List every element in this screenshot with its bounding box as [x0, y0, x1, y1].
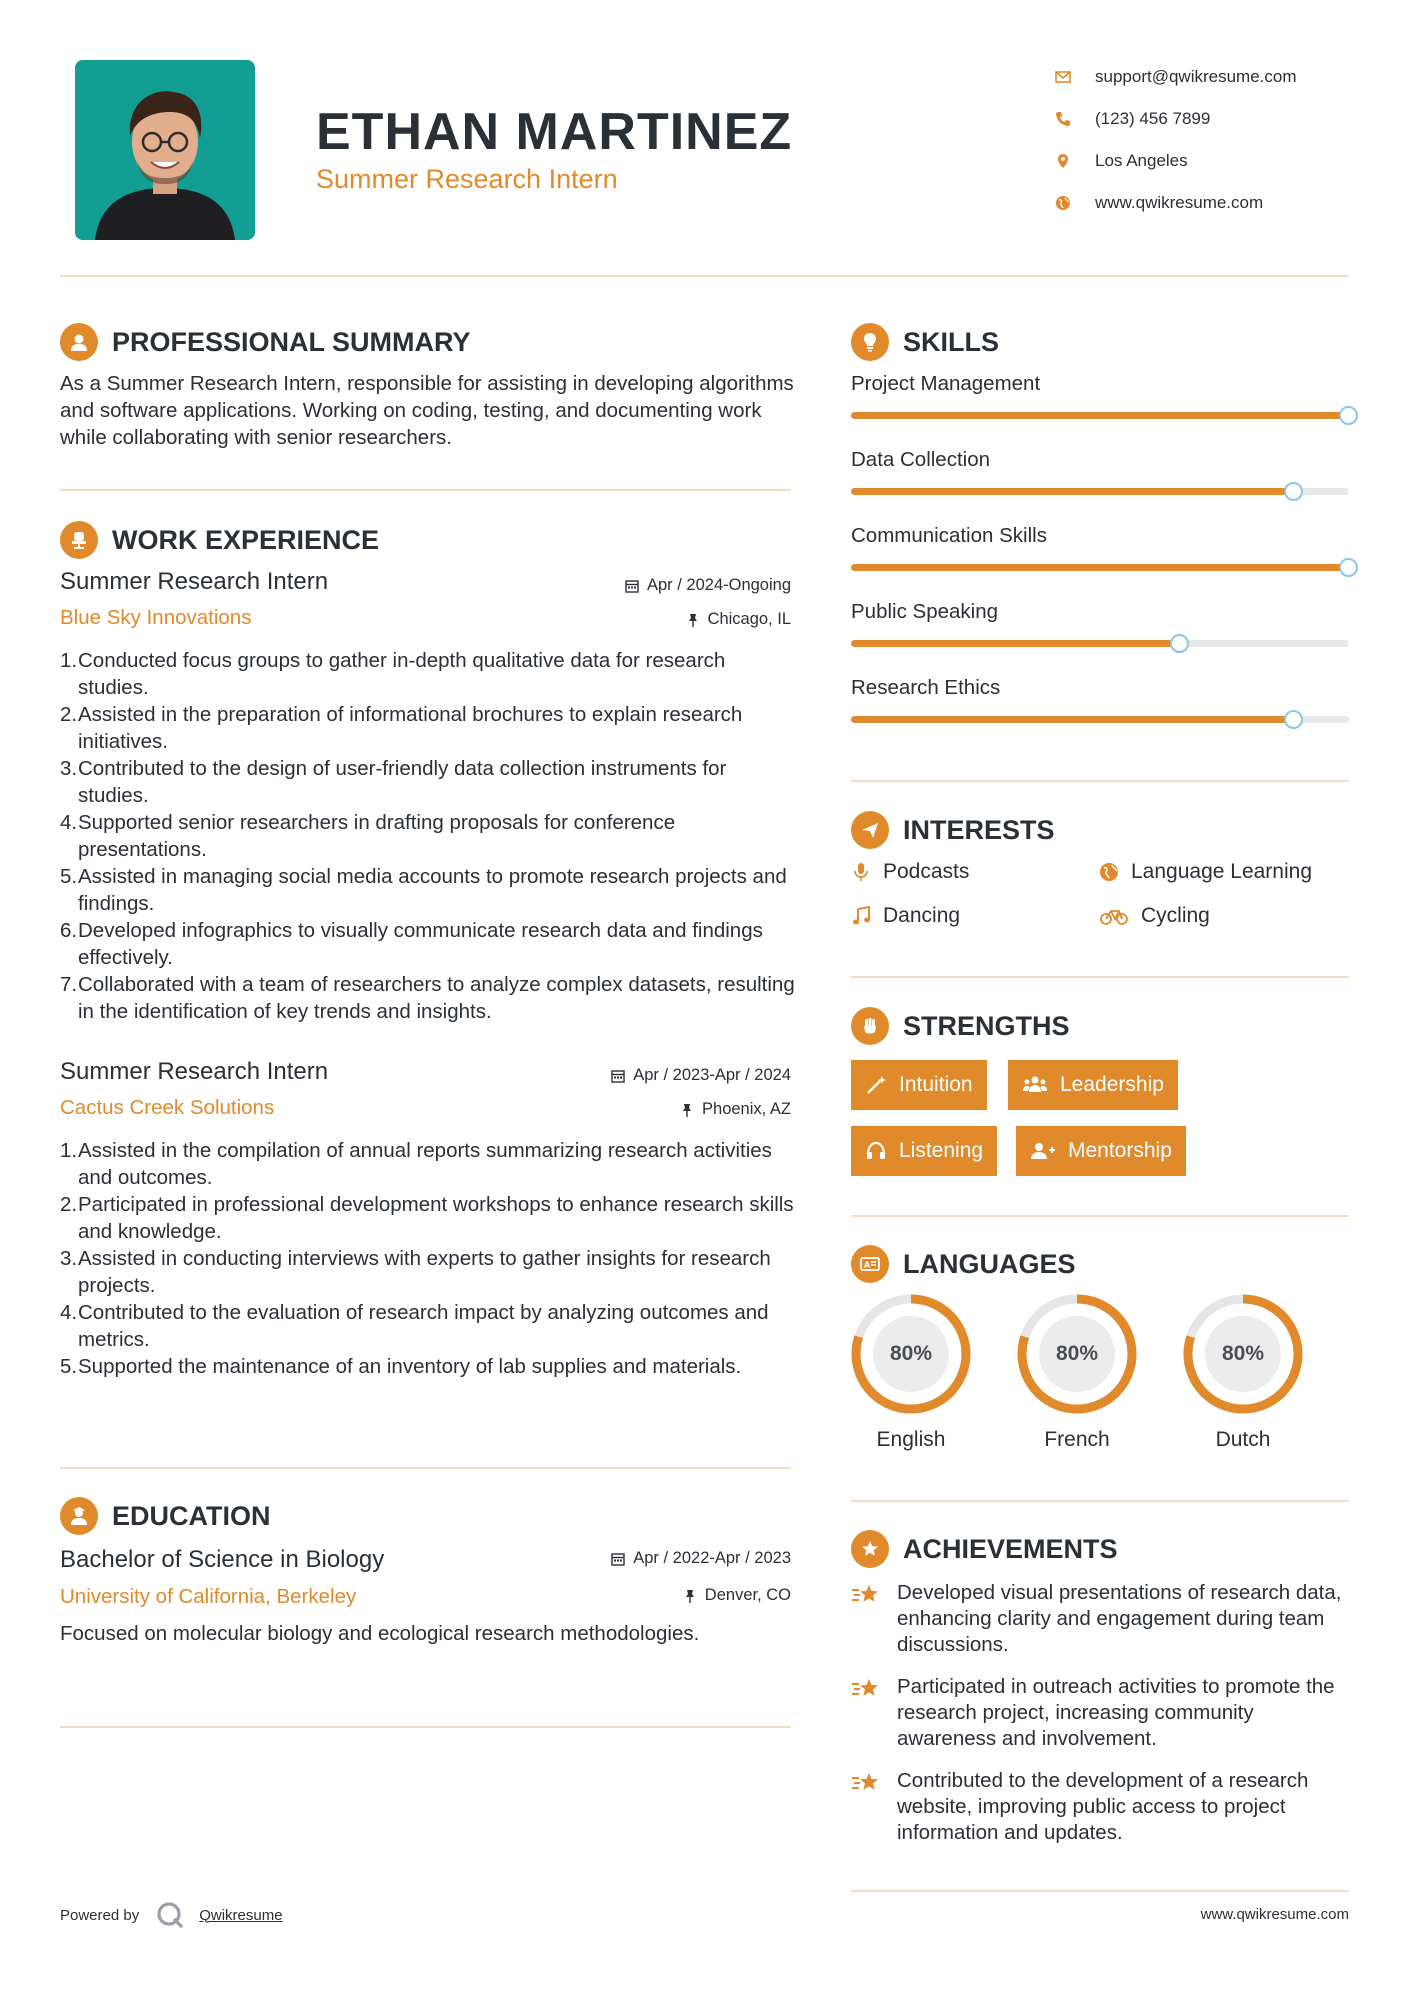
achievement-text: Contributed to the development of a research website, improving public access to project information and updates.	[897, 1769, 1309, 1844]
music-note-icon	[851, 906, 871, 926]
skill-data-collection	[851, 448, 1349, 524]
skill-public-speaking	[851, 600, 1349, 676]
job-1-bullets	[60, 647, 800, 1025]
list-item: 7. Collaborated with a team of researchers to analyze complex datasets, resulting in the identification of key trends and insights.	[60, 973, 795, 1023]
job-1-company: Blue Sky Innovations	[60, 606, 252, 629]
skill-label: Public Speaking	[851, 600, 999, 623]
pushpin-icon	[680, 1103, 694, 1117]
job-2-date	[611, 1066, 791, 1085]
interest-language-learning	[1099, 860, 1312, 884]
interest-label: Podcasts	[883, 860, 970, 883]
strength-leadership	[1008, 1060, 1178, 1110]
person-avatar-icon	[75, 60, 255, 240]
achievements-title: ACHIEVEMENTS	[903, 1533, 1118, 1564]
education-date-text: Apr / 2022-Apr / 2023	[633, 1549, 791, 1567]
globe-icon	[1099, 862, 1119, 882]
list-item: 4. Supported senior researchers in drafting proposals for conference presentations.	[60, 811, 676, 861]
language-name: French	[1044, 1428, 1110, 1451]
strength-label: Mentorship	[1068, 1139, 1172, 1162]
strengths-divider	[851, 1215, 1349, 1217]
education-divider	[60, 1726, 791, 1728]
interest-cycling	[1099, 904, 1210, 928]
job-1-date	[625, 576, 791, 595]
education-heading	[60, 1497, 271, 1535]
languages-title: LANGUAGES	[903, 1248, 1076, 1279]
summary-divider	[60, 489, 791, 491]
list-item: 3. Assisted in conducting interviews with experts to gather insights for research projects.	[60, 1247, 771, 1297]
raised-fist-icon	[851, 1007, 889, 1045]
magic-wand-icon	[865, 1074, 887, 1096]
interest-label: Language Learning	[1131, 860, 1313, 883]
strengths-title: STRENGTHS	[903, 1010, 1070, 1041]
interests-divider	[851, 976, 1349, 978]
calendar-icon	[611, 1552, 625, 1566]
skills-divider	[851, 780, 1349, 782]
footer-powered-by	[60, 1900, 283, 1930]
language-percent: 80%	[1055, 1342, 1099, 1365]
pushpin-icon	[686, 613, 700, 627]
interest-dancing	[851, 904, 960, 928]
job-1-title: Summer Research Intern	[60, 568, 329, 595]
microphone-icon	[851, 862, 871, 882]
language-percent: 80%	[889, 1342, 933, 1365]
job-1-date-text: Apr / 2024-Ongoing	[646, 576, 791, 594]
interests-heading	[851, 811, 1055, 849]
skill-bar	[851, 716, 1349, 723]
header-divider	[60, 275, 1349, 277]
experience-title: WORK EXPERIENCE	[112, 524, 380, 555]
calendar-icon	[625, 579, 639, 593]
skill-bar	[851, 640, 1349, 647]
list-item: 3. Contributed to the design of user-friendly data collection instruments for studies.	[60, 757, 727, 807]
list-item: 6. Developed infographics to visually communicate research data and findings effectively.	[60, 919, 763, 969]
candidate-name: ETHAN MARTINEZ	[316, 103, 793, 161]
interests-title: INTERESTS	[903, 814, 1055, 845]
contact-location	[1055, 140, 1355, 182]
education-text: Focused on molecular biology and ecological research methodologies.	[60, 1622, 700, 1645]
svg-text:A: A	[864, 1260, 871, 1270]
shooting-star-icon	[851, 1770, 881, 1796]
skill-bar	[851, 412, 1349, 419]
education-location-text: Denver, CO	[704, 1586, 791, 1604]
qwikresume-logo-icon	[155, 1900, 185, 1930]
summary-heading	[60, 323, 471, 361]
skill-label: Communication Skills	[851, 524, 1047, 547]
users-icon	[1022, 1074, 1048, 1096]
job-2-date-text: Apr / 2023-Apr / 2024	[633, 1066, 791, 1084]
star-badge-icon	[851, 1530, 889, 1568]
calendar-icon	[611, 1069, 625, 1083]
list-item: 4. Contributed to the evaluation of research impact by analyzing outcomes and metrics.	[60, 1301, 769, 1351]
language-dutch	[1181, 1292, 1305, 1452]
list-item: 1. Conducted focus groups to gather in-depth qualitative data for research studies.	[60, 649, 726, 699]
interest-label: Dancing	[883, 904, 961, 927]
strength-intuition	[851, 1060, 987, 1110]
user-plus-icon	[1030, 1140, 1056, 1162]
education-title: EDUCATION	[112, 1500, 271, 1531]
shooting-star-icon	[851, 1676, 881, 1702]
contact-phone-text: (123) 456 7899	[1095, 109, 1211, 128]
profile-photo	[75, 60, 255, 240]
experience-heading	[60, 521, 379, 559]
experience-divider	[60, 1467, 791, 1469]
skill-label: Project Management	[851, 372, 1041, 395]
contact-phone[interactable]	[1055, 98, 1355, 140]
achievements-divider	[851, 1890, 1349, 1892]
strength-listening	[851, 1126, 997, 1176]
language-card-icon	[851, 1245, 889, 1283]
skill-bar-knob	[1170, 634, 1189, 653]
strengths-heading	[851, 1007, 1070, 1045]
job-2-company: Cactus Creek Solutions	[60, 1096, 275, 1119]
contact-list	[1055, 56, 1355, 224]
bicycle-icon	[1099, 906, 1129, 926]
job-1-location	[686, 610, 791, 629]
contact-email[interactable]	[1055, 56, 1355, 98]
skill-bar	[851, 488, 1349, 495]
achievement-item	[851, 1674, 1351, 1752]
list-item: 5. Assisted in managing social media accounts to promote research projects and findings.	[60, 865, 787, 915]
footer-website[interactable]: www.qwikresume.com	[1200, 1906, 1349, 1923]
skill-bar-knob	[1284, 482, 1303, 501]
skill-bar	[851, 564, 1349, 571]
contact-location-text: Los Angeles	[1095, 151, 1188, 170]
skills-title: SKILLS	[903, 326, 1000, 357]
language-name: English	[876, 1428, 946, 1451]
skill-research-ethics	[851, 676, 1349, 752]
language-english	[849, 1292, 973, 1452]
envelope-icon	[1055, 69, 1071, 85]
skill-label: Research Ethics	[851, 676, 1001, 699]
skill-label: Data Collection	[851, 448, 991, 471]
contact-email-text: support@qwikresume.com	[1095, 67, 1297, 86]
strength-label: Intuition	[899, 1073, 973, 1096]
qwikresume-link[interactable]: Qwikresume	[199, 1906, 283, 1924]
phone-icon	[1055, 111, 1071, 127]
education-date	[611, 1549, 791, 1568]
skill-bar-knob	[1284, 710, 1303, 729]
achievement-text: Participated in outreach activities to promote the research project, increasing community awareness and involvement.	[897, 1675, 1335, 1750]
lightbulb-icon	[851, 323, 889, 361]
achievement-text: Developed visual presentations of research data, enhancing clarity and engagement during team discussions.	[897, 1581, 1342, 1656]
powered-by-text: Powered by	[60, 1906, 140, 1924]
job-1-location-text: Chicago, IL	[707, 610, 791, 628]
headphones-icon	[865, 1140, 887, 1162]
strength-label: Leadership	[1060, 1073, 1164, 1096]
list-item: 2. Participated in professional development workshops to enhance research skills and knowledge.	[60, 1193, 794, 1243]
user-icon	[60, 323, 98, 361]
achievements-heading	[851, 1530, 1118, 1568]
skill-bar-fill	[851, 564, 1349, 571]
graduate-icon	[60, 1497, 98, 1535]
list-item: 2. Assisted in the preparation of informational brochures to explain research initiatives.	[60, 703, 743, 753]
language-name: Dutch	[1215, 1428, 1271, 1451]
job-2-location-text: Phoenix, AZ	[702, 1100, 791, 1118]
interest-label: Cycling	[1141, 904, 1210, 927]
interest-podcasts	[851, 860, 969, 884]
skill-communication	[851, 524, 1349, 600]
map-pin-icon	[1055, 153, 1071, 169]
achievement-item	[851, 1580, 1351, 1658]
shooting-star-icon	[851, 1582, 881, 1608]
pushpin-icon	[683, 1589, 697, 1603]
strength-mentorship	[1016, 1126, 1186, 1176]
contact-website[interactable]	[1055, 182, 1355, 224]
education-school: University of California, Berkeley	[60, 1585, 357, 1608]
skills-heading	[851, 323, 999, 361]
languages-divider	[851, 1500, 1349, 1502]
job-2-location	[680, 1100, 791, 1119]
language-percent: 80%	[1221, 1342, 1265, 1365]
skill-bar-fill	[851, 716, 1294, 723]
skill-project-management	[851, 372, 1349, 448]
summary-text: As a Summer Research Intern, responsible for assisting in developing algorithms and software applications. Working on coding, testing, and documenting work while collaborating with senior researchers.	[60, 372, 794, 449]
strength-label: Listening	[899, 1139, 984, 1162]
achievement-item	[851, 1768, 1351, 1846]
skill-bar-fill	[851, 640, 1180, 647]
skill-bar-knob	[1339, 558, 1358, 577]
paper-plane-icon	[851, 811, 889, 849]
candidate-role: Summer Research Intern	[316, 164, 618, 194]
summary-title: PROFESSIONAL SUMMARY	[112, 326, 471, 357]
list-item: 5. Supported the maintenance of an inventory of lab supplies and materials.	[60, 1355, 742, 1378]
job-2-title: Summer Research Intern	[60, 1058, 329, 1085]
globe-icon	[1055, 195, 1071, 211]
skill-bar-fill	[851, 488, 1294, 495]
education-location	[683, 1586, 791, 1605]
job-2-bullets	[60, 1137, 800, 1380]
language-french	[1015, 1292, 1139, 1452]
skill-bar-knob	[1339, 406, 1358, 425]
briefcase-chair-icon	[60, 521, 98, 559]
education-degree: Bachelor of Science in Biology	[60, 1546, 385, 1573]
contact-website-text: www.qwikresume.com	[1095, 193, 1264, 212]
languages-heading	[851, 1245, 1076, 1283]
skill-bar-fill	[851, 412, 1349, 419]
list-item: 1. Assisted in the compilation of annual reports summarizing research activities and outcomes.	[60, 1139, 772, 1189]
